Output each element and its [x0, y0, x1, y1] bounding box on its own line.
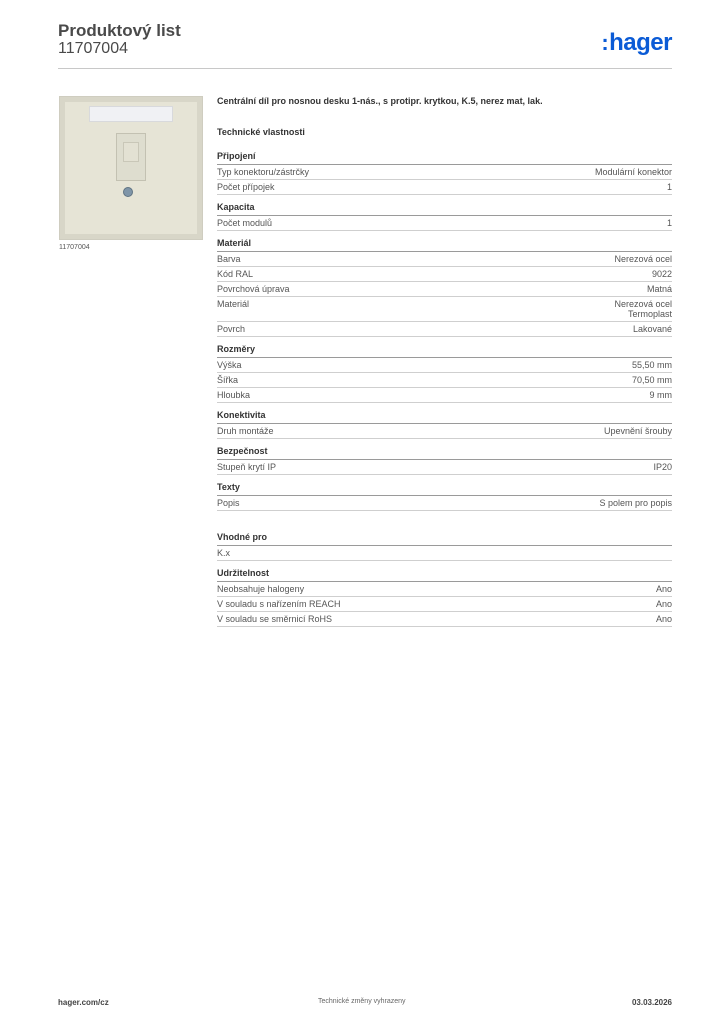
spec-row — [217, 546, 672, 561]
hager-logo — [601, 29, 672, 57]
section-spacer — [217, 518, 672, 532]
tech-properties-title: Technické vlastnosti — [217, 127, 305, 137]
spec-value-line: 9022 — [651, 269, 672, 279]
spec-value — [632, 360, 672, 370]
spec-group — [217, 238, 672, 337]
spec-value — [599, 498, 672, 508]
spec-value-line: Termoplast — [627, 309, 672, 319]
spec-label: Hloubka — [217, 390, 251, 400]
spec-label: Typ konektoru/zástrčky — [217, 167, 310, 177]
product-plate — [65, 102, 197, 234]
spec-value-line: Modulární konektor — [594, 167, 672, 177]
logo-text: hager — [609, 29, 672, 56]
spec-value-line: Ano — [655, 614, 672, 624]
spec-row — [217, 165, 672, 180]
spec-label: V souladu se směrnicí RoHS — [217, 614, 333, 624]
spec-group-title: Bezpečnost — [217, 446, 672, 460]
spec-groups — [217, 151, 672, 627]
spec-value — [656, 614, 672, 624]
product-number: 11707004 — [58, 40, 128, 57]
spec-group-title: Připojení — [217, 151, 672, 165]
spec-label: Neobsahuje halogeny — [217, 584, 305, 594]
spec-row — [217, 373, 672, 388]
spec-value — [633, 324, 672, 334]
spec-value — [614, 254, 672, 264]
spec-group-title: Kapacita — [217, 202, 672, 216]
spec-value-line: 70,50 mm — [631, 375, 672, 385]
spec-value — [656, 584, 672, 594]
spec-label: Popis — [217, 498, 240, 508]
footer-disclaimer: Technické změny vyhrazeny — [318, 998, 406, 1005]
spec-value-line: Nerezová ocel — [614, 254, 672, 264]
page-title: Produktový list — [58, 21, 181, 40]
spec-group — [217, 446, 672, 475]
spec-label: Materiál — [217, 299, 250, 309]
spec-value — [595, 167, 672, 177]
spec-value-line: Nerezová ocel — [614, 299, 672, 309]
spec-value — [604, 426, 672, 436]
product-description: Centrální díl pro nosnou desku 1-nás., s protipr. krytkou, K.5, nerez mat, lak. — [217, 96, 543, 106]
spec-group-title: Texty — [217, 482, 672, 496]
connector-port-inner — [123, 142, 139, 162]
spec-group — [217, 568, 672, 627]
footer-website: hager.com/cz — [58, 998, 109, 1007]
spec-row — [217, 216, 672, 231]
spec-group — [217, 532, 672, 561]
spec-value-line: 1 — [666, 182, 672, 192]
image-caption: 11707004 — [59, 244, 90, 251]
spec-value-line: 1 — [666, 218, 672, 228]
spec-label: Počet modulů — [217, 218, 273, 228]
spec-label: Barva — [217, 254, 241, 264]
spec-row — [217, 496, 672, 511]
spec-value — [650, 390, 673, 400]
spec-value — [652, 269, 672, 279]
spec-value — [653, 462, 672, 472]
spec-value-line: Ano — [655, 599, 672, 609]
spec-value-line: 55,50 mm — [631, 360, 672, 370]
connector-port — [116, 133, 146, 181]
spec-row — [217, 297, 672, 322]
spec-row — [217, 322, 672, 337]
spec-group-title: Rozměry — [217, 344, 672, 358]
spec-value-line: Ano — [655, 584, 672, 594]
spec-row — [217, 424, 672, 439]
spec-group — [217, 344, 672, 403]
spec-row — [217, 582, 672, 597]
spec-row — [217, 612, 672, 627]
spec-group-title: Udržitelnost — [217, 568, 672, 582]
spec-value-line: S polem pro popis — [599, 498, 672, 508]
spec-label: Povrch — [217, 324, 246, 334]
spec-row — [217, 388, 672, 403]
spec-value — [656, 599, 672, 609]
spec-label: Výška — [217, 360, 242, 370]
product-image — [59, 96, 203, 240]
spec-label: Kód RAL — [217, 269, 254, 279]
spec-value-line: Matná — [646, 284, 672, 294]
spec-label: Druh montáže — [217, 426, 274, 436]
spec-label: Počet přípojek — [217, 182, 275, 192]
spec-group — [217, 410, 672, 439]
spec-value — [667, 218, 672, 228]
spec-value-line: 9 mm — [649, 390, 672, 400]
spec-label: Šířka — [217, 375, 239, 385]
spec-row — [217, 252, 672, 267]
spec-value-line: IP20 — [653, 462, 672, 472]
spec-value — [632, 375, 672, 385]
screw-icon — [123, 187, 133, 197]
spec-row — [217, 460, 672, 475]
spec-group-title: Materiál — [217, 238, 672, 252]
logo-prefix: : — [601, 30, 609, 55]
label-window — [89, 106, 173, 122]
spec-content — [217, 96, 672, 634]
spec-row — [217, 267, 672, 282]
spec-row — [217, 180, 672, 195]
spec-value — [647, 284, 672, 294]
header-divider — [58, 68, 672, 69]
spec-label: K.x — [217, 548, 231, 558]
spec-value — [614, 299, 672, 319]
spec-value-line: Upevnění šrouby — [603, 426, 672, 436]
spec-group — [217, 151, 672, 195]
spec-row — [217, 597, 672, 612]
spec-label: V souladu s nařízením REACH — [217, 599, 341, 609]
spec-group — [217, 202, 672, 231]
spec-group — [217, 482, 672, 511]
spec-row — [217, 358, 672, 373]
spec-value-line: Lakované — [632, 324, 672, 334]
spec-row — [217, 282, 672, 297]
spec-label: Povrchová úprava — [217, 284, 290, 294]
spec-label: Stupeň krytí IP — [217, 462, 277, 472]
spec-value — [667, 182, 672, 192]
spec-group-title: Vhodné pro — [217, 532, 672, 546]
footer-date: 03.03.2026 — [631, 998, 672, 1007]
spec-group-title: Konektivita — [217, 410, 672, 424]
